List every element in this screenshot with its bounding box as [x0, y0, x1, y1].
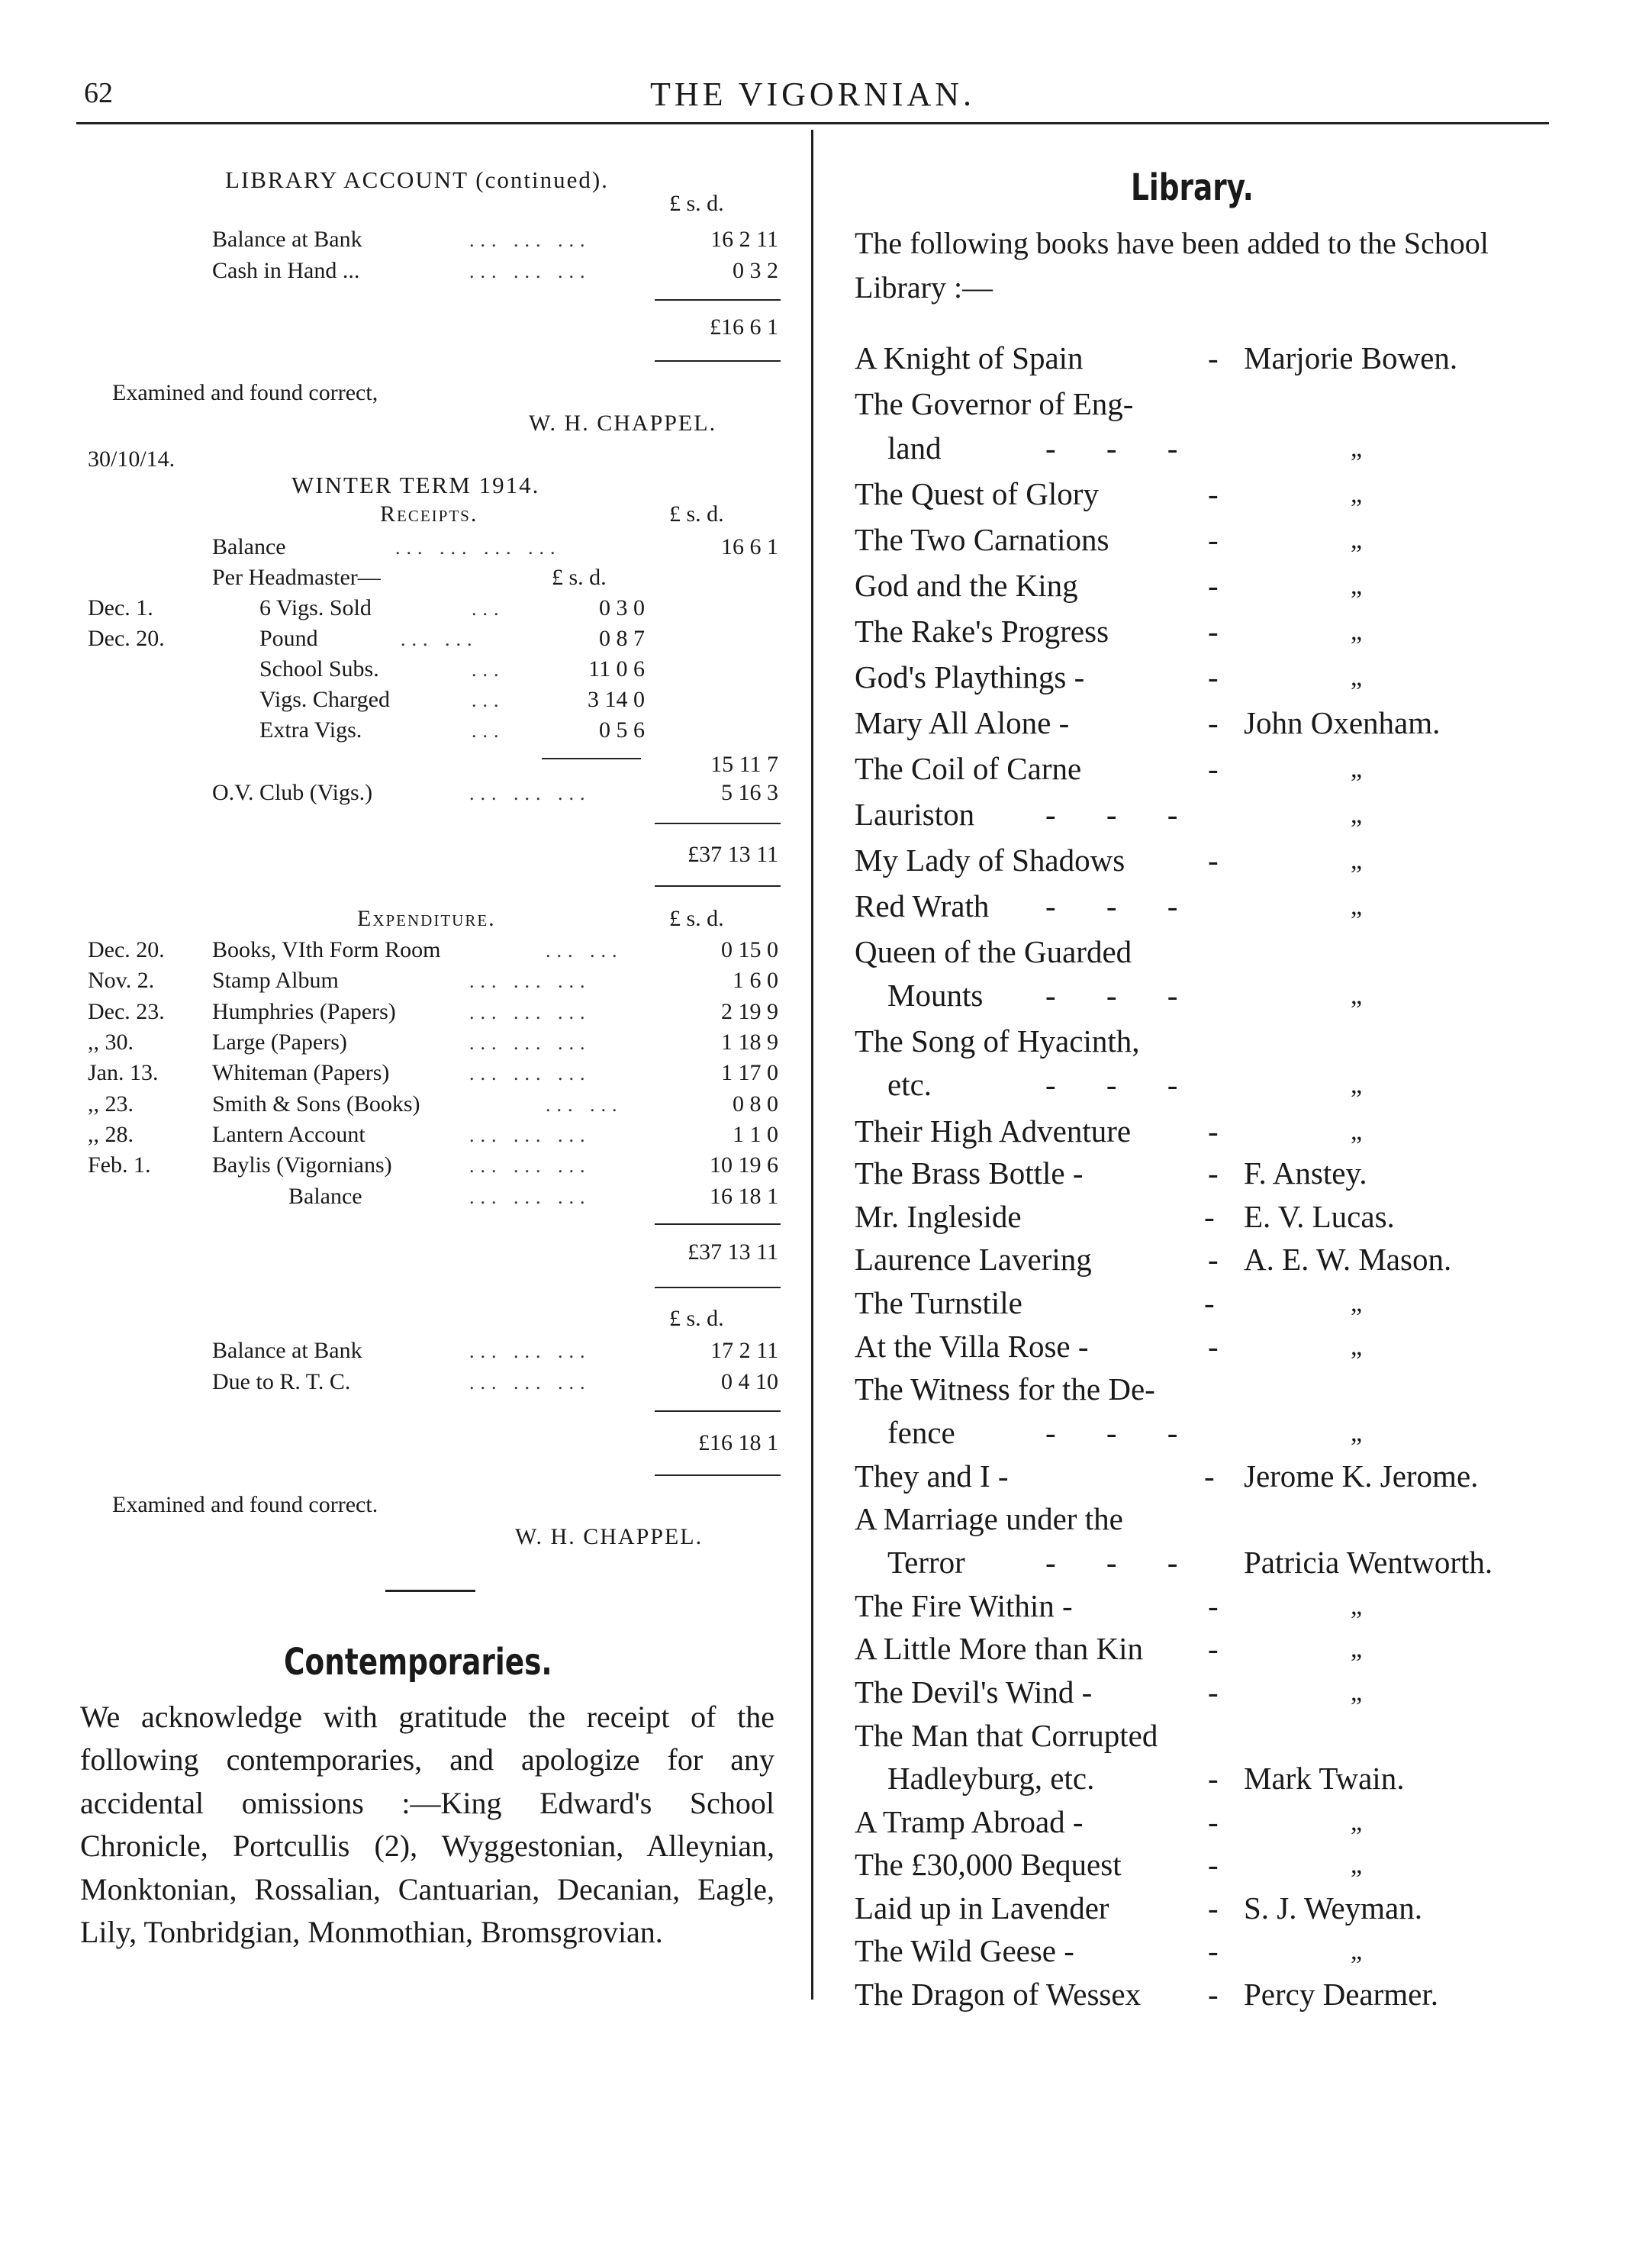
leader-dash: -: [1208, 751, 1219, 786]
account-total: £16 6 1: [710, 314, 778, 340]
book-title: Laid up in Lavender: [855, 1890, 1109, 1926]
leader-dots: ... ... ...: [469, 1062, 591, 1084]
book-title: A Little More than Kin: [855, 1631, 1144, 1666]
entry-date: Dec. 23.: [88, 999, 165, 1024]
entry-date: Jan. 13.: [88, 1060, 159, 1085]
ditto-mark: „: [1351, 1117, 1363, 1146]
leader-dots: ... ... ...: [469, 782, 591, 804]
expenditure-amount: 1 18 9: [721, 1030, 778, 1055]
book-title: The Rake's Progress: [855, 614, 1109, 649]
library-intro: The following books have been added to the School Library :—: [855, 226, 1489, 305]
expenditure-label: Balance: [288, 1184, 362, 1209]
leader-dots: ...: [472, 598, 505, 620]
ditto-mark: „: [1351, 1678, 1363, 1706]
page-header: [76, 70, 1549, 116]
ditto-mark: „: [1351, 1071, 1363, 1099]
book-title: Mary All Alone -: [855, 705, 1070, 740]
leader-dashes: - - -: [1045, 430, 1200, 466]
ditto-mark: „: [1351, 480, 1363, 508]
expenditure-amount: 2 19 9: [721, 999, 778, 1024]
expenditure-label: Large (Papers): [212, 1030, 347, 1055]
contemporaries-text: We acknowledge with gratitude the receipt of the following contemporaries, and apologize for any accidental omissions :—King Edward's School Chronicle, Portcullis (2), Wyggestonian, Alleynian, Monktonian, Rossalian, Cantuarian, Decanian, Eagle, Lily, Tonbridgian, Monmothian, Bromsgrovian.: [80, 1700, 774, 1950]
currency-header: £ s. d.: [669, 906, 724, 931]
headmaster-item-label: Pound: [259, 626, 318, 651]
book-author: E. V. Lucas.: [1244, 1199, 1395, 1234]
leader-dash: -: [1208, 1588, 1219, 1623]
book-title: God and the King: [855, 568, 1078, 603]
book-author: F. Anstey.: [1244, 1155, 1367, 1191]
ditto-mark: „: [1351, 1937, 1363, 1965]
expenditure-label: Humphries (Papers): [212, 999, 396, 1024]
entry-date: Nov. 2.: [88, 968, 155, 993]
book-title: Their High Adventure: [855, 1113, 1132, 1149]
book-author: Percy Dearmer.: [1244, 1977, 1438, 2012]
examined-note: Examined and found correct.: [112, 1492, 378, 1517]
entry-date: ,, 30.: [88, 1030, 134, 1055]
leader-dots: ... ... ...: [469, 1001, 591, 1023]
ditto-mark: „: [1351, 572, 1363, 600]
expenditure-total: £37 13 11: [688, 1239, 778, 1265]
leader-dash: -: [1208, 1977, 1219, 2012]
sum-rule: [655, 299, 781, 301]
leader-dashes: - - -: [1045, 797, 1200, 832]
ditto-mark: „: [1351, 1851, 1363, 1879]
ditto-mark: „: [1351, 801, 1363, 829]
ditto-mark: „: [1351, 617, 1363, 646]
leader-dashes: - - -: [1045, 978, 1200, 1013]
leader-dots: ... ...: [546, 939, 623, 962]
sum-rule: [655, 1287, 781, 1288]
leader-dots: ...: [472, 659, 505, 681]
leader-dashes: - - -: [1045, 1415, 1200, 1450]
book-title: The Governor of Eng-: [855, 386, 1134, 421]
ditto-mark: „: [1351, 1289, 1363, 1317]
headmaster-item-label: 6 Vigs. Sold: [259, 595, 372, 620]
leader-dots: ... ... ...: [469, 1124, 591, 1146]
book-title: A Knight of Spain: [855, 340, 1084, 375]
expenditure-label: Stamp Album: [212, 968, 339, 993]
book-title: The Song of Hyacinth,: [855, 1023, 1140, 1059]
book-title: The £30,000 Bequest: [855, 1847, 1122, 1882]
leader-dashes: - - -: [1045, 1067, 1200, 1102]
leader-dash: -: [1208, 614, 1219, 649]
leader-dash: -: [1208, 1674, 1219, 1710]
leader-dots: ... ... ... ...: [395, 537, 562, 559]
book-title: At the Villa Rose -: [855, 1329, 1089, 1364]
book-title: The Fire Within -: [855, 1588, 1073, 1623]
leader-dash: -: [1208, 1155, 1219, 1191]
account-row-amount: 0 3 2: [733, 258, 778, 283]
signature: W. H. CHAPPEL.: [529, 411, 717, 436]
expenditure-amount: 1 6 0: [733, 968, 778, 993]
leader-dash: -: [1208, 340, 1219, 375]
leader-dash: -: [1208, 659, 1219, 694]
sub-currency-header: £ s. d.: [552, 565, 607, 590]
book-title: Mounts: [887, 978, 984, 1013]
leader-dash: -: [1208, 843, 1219, 878]
book-title: Queen of the Guarded: [855, 934, 1132, 969]
library-heading: Library.: [1131, 166, 1254, 209]
leader-dashes: -: [1204, 1199, 1236, 1234]
book-title: The Brass Bottle -: [855, 1155, 1084, 1191]
book-title: The Turnstile: [855, 1285, 1022, 1320]
receipts-heading: Receipts.: [380, 501, 478, 527]
book-title: The Devil's Wind -: [855, 1674, 1093, 1710]
ditto-mark: „: [1351, 755, 1363, 783]
book-title: My Lady of Shadows: [855, 843, 1125, 878]
book-title: Terror: [887, 1545, 965, 1580]
leader-dash: -: [1208, 1113, 1219, 1149]
header-rule: [76, 122, 1549, 124]
final-row-label: Due to R. T. C.: [212, 1369, 351, 1394]
running-title: THE VIGORNIAN.: [649, 76, 976, 113]
book-title: The Two Carnations: [855, 522, 1109, 557]
leader-dots: ... ...: [401, 628, 478, 650]
leader-dash: -: [1208, 1761, 1219, 1796]
ditto-mark: „: [1351, 1419, 1363, 1447]
expenditure-amount: 1 1 0: [733, 1122, 778, 1147]
expenditure-amount: 1 17 0: [721, 1060, 778, 1085]
book-title: God's Playthings -: [855, 659, 1085, 694]
leader-dots: ... ... ...: [469, 260, 591, 282]
leader-dashes: - - -: [1045, 888, 1200, 923]
leader-dash: -: [1208, 1933, 1219, 1968]
ditto-mark: „: [1351, 1808, 1363, 1836]
sum-rule: [655, 1474, 781, 1476]
book-author: S. J. Weyman.: [1244, 1890, 1422, 1926]
book-title: fence: [887, 1415, 955, 1450]
book-title: land: [887, 430, 942, 466]
book-title: The Coil of Carne: [855, 751, 1082, 786]
ditto-mark: „: [1351, 1635, 1363, 1663]
leader-dots: ...: [472, 720, 505, 742]
sum-rule: [655, 823, 781, 824]
expenditure-label: Whiteman (Papers): [212, 1060, 390, 1085]
book-title: Lauriston: [855, 797, 975, 832]
headmaster-item-amount: 0 3 0: [599, 595, 645, 620]
leader-dots: ... ...: [546, 1094, 623, 1116]
expenditure-label: Baylis (Vigornians): [212, 1152, 392, 1178]
leader-dash: -: [1208, 1847, 1219, 1882]
leader-dots: ... ... ...: [469, 1340, 591, 1362]
expenditure-amount: 10 19 6: [710, 1152, 778, 1178]
receipt-label: Balance: [212, 534, 286, 559]
book-title: The Witness for the De-: [855, 1371, 1155, 1407]
ditto-mark: „: [1351, 663, 1363, 691]
book-author: Marjorie Bowen.: [1244, 340, 1458, 375]
signature: W. H. CHAPPEL.: [515, 1524, 704, 1549]
leader-dots: ... ... ...: [469, 1155, 591, 1177]
currency-header: £ s. d.: [669, 1306, 724, 1331]
book-title: Laurence Lavering: [855, 1242, 1092, 1277]
book-author: Mark Twain.: [1244, 1761, 1405, 1796]
section-divider: [385, 1590, 475, 1592]
leader-dash: -: [1208, 1242, 1219, 1277]
library-account-title: LIBRARY ACCOUNT (continued).: [225, 166, 609, 193]
leader-dash: -: [1208, 1329, 1219, 1364]
leader-dashes: -: [1204, 1458, 1236, 1494]
book-title: The Wild Geese -: [855, 1933, 1074, 1968]
leader-dots: ... ... ...: [469, 1186, 591, 1208]
leader-dashes: - - -: [1045, 1545, 1200, 1580]
book-title: The Man that Corrupted: [855, 1718, 1158, 1753]
expenditure-label: Lantern Account: [212, 1122, 366, 1147]
receipts-total: £37 13 11: [688, 842, 778, 867]
headmaster-item-label: Vigs. Charged: [259, 687, 390, 712]
book-title: Mr. Ingleside: [855, 1199, 1022, 1234]
final-row-label: Balance at Bank: [212, 1338, 362, 1363]
leader-dash: -: [1208, 1804, 1219, 1839]
final-row-amount: 0 4 10: [721, 1369, 778, 1394]
book-title: A Marriage under the: [855, 1501, 1123, 1536]
entry-date: Dec. 1.: [88, 595, 153, 620]
account-row-label: Cash in Hand ...: [212, 258, 360, 283]
contemporaries-heading: Contemporaries.: [284, 1641, 552, 1684]
book-author: John Oxenham.: [1244, 705, 1441, 740]
headmaster-item-amount: 11 0 6: [588, 656, 645, 682]
examined-note: Examined and found correct,: [112, 380, 378, 405]
leader-dots: ... ... ...: [469, 229, 591, 251]
winter-term-title: WINTER TERM 1914.: [291, 472, 540, 498]
book-author: Patricia Wentworth.: [1244, 1545, 1493, 1580]
book-author: Jerome K. Jerome.: [1244, 1458, 1479, 1494]
ditto-mark: „: [1351, 1592, 1363, 1620]
account-row-label: Balance at Bank: [212, 227, 362, 252]
currency-header: £ s. d.: [669, 191, 724, 216]
currency-header: £ s. d.: [669, 501, 724, 527]
headmaster-item-amount: 3 14 0: [588, 687, 645, 712]
leader-dash: -: [1208, 705, 1219, 740]
ditto-mark: „: [1351, 526, 1363, 554]
leader-dashes: -: [1204, 1285, 1236, 1320]
receipt-label: O.V. Club (Vigs.): [212, 780, 373, 805]
book-title: They and I -: [855, 1458, 1009, 1494]
headmaster-subtotal: 15 11 7: [710, 752, 778, 777]
headmaster-item-amount: 0 8 7: [599, 626, 645, 651]
expenditure-label: Books, VIth Form Room: [212, 937, 441, 962]
account-row-amount: 16 2 11: [710, 227, 778, 252]
leader-dash: -: [1208, 1890, 1219, 1926]
expenditure-amount: 16 18 1: [710, 1184, 778, 1209]
entry-date: Feb. 1.: [88, 1152, 151, 1178]
book-title: Hadleyburg, etc.: [887, 1761, 1095, 1796]
ditto-mark: „: [1351, 981, 1363, 1010]
receipt-amount: 16 6 1: [721, 534, 778, 559]
ditto-mark: „: [1351, 846, 1363, 875]
headmaster-item-amount: 0 5 6: [599, 717, 645, 743]
ditto-mark: „: [1351, 892, 1363, 920]
book-title: The Dragon of Wessex: [855, 1977, 1142, 2012]
receipt-amount: 5 16 3: [721, 780, 778, 805]
entry-date: ,, 28.: [88, 1122, 134, 1147]
leader-dash: -: [1208, 476, 1219, 511]
page-number: 62: [84, 77, 113, 109]
expenditure-amount: 0 15 0: [721, 937, 778, 962]
book-title: etc.: [887, 1067, 932, 1102]
entry-date: ,, 23.: [88, 1091, 134, 1117]
sum-rule: [542, 758, 641, 759]
ditto-mark: „: [1351, 1333, 1363, 1361]
leader-dash: -: [1208, 522, 1219, 557]
book-title: Red Wrath: [855, 888, 990, 923]
book-title: A Tramp Abroad -: [855, 1804, 1084, 1839]
book-title: The Quest of Glory: [855, 476, 1099, 511]
leader-dash: -: [1208, 568, 1219, 603]
account-date: 30/10/14.: [88, 446, 176, 472]
headmaster-item-label: School Subs.: [259, 656, 379, 682]
book-author: A. E. W. Mason.: [1244, 1242, 1452, 1277]
leader-dots: ... ... ...: [469, 970, 591, 992]
expenditure-amount: 0 8 0: [733, 1091, 778, 1117]
per-headmaster-label: Per Headmaster—: [212, 565, 381, 590]
headmaster-item-label: Extra Vigs.: [259, 717, 362, 743]
column-divider: [811, 130, 813, 2000]
expenditure-label: Smith & Sons (Books): [212, 1091, 420, 1117]
expenditure-heading: Expenditure.: [357, 906, 496, 931]
final-total: £16 18 1: [698, 1430, 778, 1455]
sum-rule: [655, 885, 781, 887]
leader-dots: ...: [472, 689, 505, 711]
leader-dots: ... ... ...: [469, 1371, 591, 1394]
entry-date: Dec. 20.: [88, 937, 165, 962]
leader-dots: ... ... ...: [469, 1032, 591, 1054]
entry-date: Dec. 20.: [88, 626, 165, 651]
sum-rule: [655, 1223, 781, 1225]
leader-dash: -: [1208, 1631, 1219, 1666]
ditto-mark: „: [1351, 434, 1363, 462]
sum-rule: [655, 360, 781, 362]
final-row-amount: 17 2 11: [710, 1338, 778, 1363]
sum-rule: [655, 1410, 781, 1412]
